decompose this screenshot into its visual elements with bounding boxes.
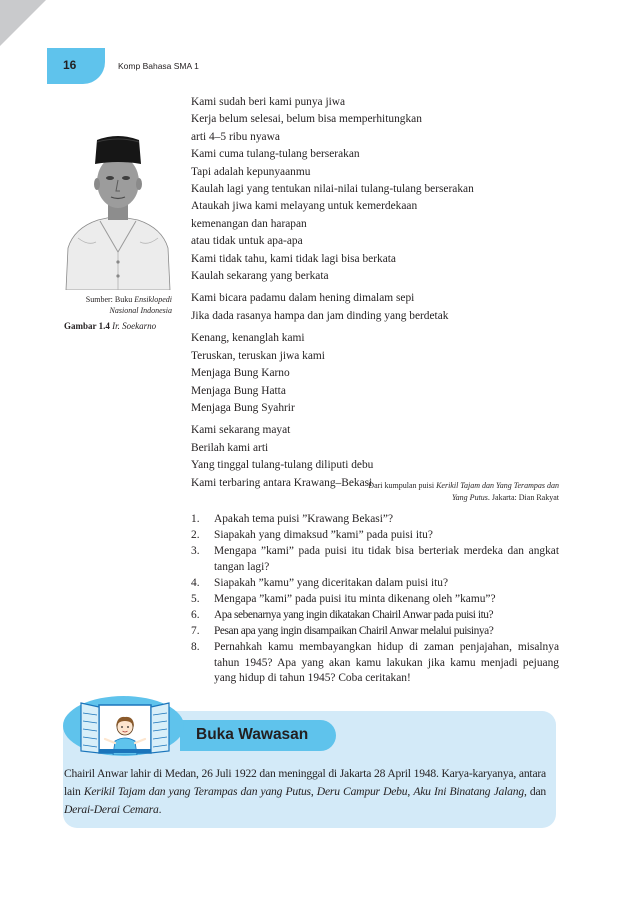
poem-source-prefix: Dari kumpulan puisi	[368, 481, 437, 490]
poem-line: atau tidak untuk apa-apa	[191, 235, 303, 248]
photo-source-prefix: Sumber: Buku	[85, 295, 135, 304]
photo-caption	[64, 321, 156, 331]
question-item	[191, 624, 559, 640]
question-item	[191, 544, 559, 575]
poem-line: Kaulah lagi yang tentukan nilai-nilai tulang-tulang berserakan	[191, 183, 474, 196]
poem-stanza-2	[191, 290, 571, 325]
question-number: 2.	[191, 529, 200, 542]
question-number: 5.	[191, 592, 200, 605]
question-number: 4.	[191, 576, 200, 589]
question-text: Siapakah yang dimaksud ”kami” pada puisi itu?	[214, 529, 433, 542]
poem-line: Menjaga Bung Hatta	[191, 384, 286, 397]
poem-line: Kerja belum selesai, belum bisa memperhitungkan	[191, 113, 422, 126]
poem-line: Teruskan, teruskan jiwa kami	[191, 349, 325, 362]
question-list	[191, 512, 559, 688]
poem-stanza-3	[191, 330, 571, 417]
poem-stanza-1	[191, 94, 571, 285]
question-text: Apakah tema puisi ”Krawang Bekasi”?	[214, 513, 394, 525]
bw-intro: Chairil Anwar lahir di Medan, 26 Juli 1922 dan meninggal di Jakarta 28 April 1948. Karya-karyanya, antara lain	[64, 767, 546, 798]
poem-line: Kami terbaring antara Krawang–Bekasi	[191, 476, 373, 489]
poem-line: Kami bicara padamu dalam hening dimalam sepi	[191, 292, 415, 305]
question-item	[191, 512, 559, 528]
question-text: Siapakah ”kamu” yang diceritakan dalam puisi itu?	[214, 576, 449, 589]
poem-line: Ataukah jiwa kami melayang untuk kemerdekaan	[191, 200, 418, 213]
bw-sep-2: ,	[407, 785, 414, 798]
question-item	[191, 608, 559, 624]
running-title: Komp Bahasa SMA 1	[118, 61, 199, 71]
question-number: 6.	[191, 609, 200, 622]
photo-source	[64, 294, 172, 316]
bw-sep-1: ,	[310, 785, 317, 798]
buka-wawasan-title: Buka Wawasan	[196, 726, 309, 743]
bw-sep-3: , dan	[523, 785, 546, 798]
question-text: Mengapa ”kami” pada puisi itu tidak bisa berteriak merdeka dan angkat tangan lagi?	[214, 545, 559, 573]
poem-source-suffix: . Jakarta: Dian Rakyat	[487, 493, 559, 502]
bw-work-4: Derai-Derai Cemara	[64, 803, 159, 816]
question-text: Apa sebenarnya yang ingin dikatakan Chairil Anwar pada puisi itu?	[214, 609, 494, 622]
buka-wawasan-text	[64, 765, 546, 819]
caption-label: Gambar 1.4	[64, 321, 110, 331]
poem-line: Kami tidak tahu, kami tidak lagi bisa berkata	[191, 252, 396, 265]
poem-line: Kami cuma tulang-tulang berserakan	[191, 148, 360, 161]
poem-line: Kenang, kenanglah kami	[191, 332, 305, 345]
girl-at-window-icon	[77, 699, 173, 755]
page-number: 16	[63, 58, 77, 72]
question-text: Pernahkah kamu membayangkan hidup di zaman penjajahan, misalnya tahun 1945? Apa yang akan kamu lakukan jika kamu menjadi pejuang yang hidup di tahun 1945? Coba ceritakan!	[214, 641, 559, 685]
question-text: Mengapa ”kami” pada puisi itu minta dikenang oleh ”kamu”?	[214, 592, 496, 605]
poem-line: Kami sekarang mayat	[191, 424, 291, 437]
poem-line: Tapi adalah kepunyaanmu	[191, 165, 311, 178]
bw-work-1: Kerikil Tajam dan yang Terampas dan yang Putus	[83, 785, 311, 798]
question-item	[191, 640, 559, 687]
poem-krawang-bekasi	[191, 94, 571, 497]
question-item	[191, 592, 559, 608]
bw-end: .	[158, 803, 162, 816]
bw-work-3: Aku Ini Binatang Jalang	[413, 785, 524, 798]
question-item	[191, 528, 559, 544]
page-number-tab	[47, 48, 105, 84]
question-number: 7.	[191, 625, 200, 638]
poem-line: Kami sudah beri kami punya jiwa	[191, 96, 346, 108]
poem-source-book-2: Yang Putus	[451, 493, 488, 502]
page-corner-decoration	[0, 0, 46, 46]
poem-source-book-1: Kerikil Tajam dan Yang Terampas dan	[436, 481, 559, 490]
question-number: 8.	[191, 641, 200, 654]
poem-line: kemenangan dan harapan	[191, 217, 307, 230]
poem-line: Yang tinggal tulang-tulang diliputi debu	[191, 459, 374, 472]
question-text: Pesan apa yang ingin disampaikan Chairil Anwar melalui puisinya?	[214, 625, 494, 638]
poem-line: Kaulah sekarang yang berkata	[191, 270, 329, 283]
soekarno-photo	[64, 120, 172, 290]
poem-line: arti 4–5 ribu nyawa	[191, 130, 280, 143]
poem-line: Menjaga Bung Syahrir	[191, 401, 295, 414]
question-number: 3.	[191, 545, 200, 558]
poem-source	[300, 480, 559, 504]
photo-source-book-2: Nasional Indonesia	[109, 306, 172, 315]
bw-work-2: Deru Campur Debu	[316, 785, 408, 798]
poem-line: Berilah kami arti	[191, 441, 269, 454]
poem-line: Menjaga Bung Karno	[191, 367, 290, 380]
question-item	[191, 576, 559, 592]
photo-source-book-1: Ensiklopedi	[134, 295, 172, 304]
caption-text: Ir. Soekarno	[112, 321, 157, 331]
poem-line: Jika dada rasanya hampa dan jam dinding yang berdetak	[191, 309, 449, 322]
question-number: 1.	[191, 513, 200, 525]
